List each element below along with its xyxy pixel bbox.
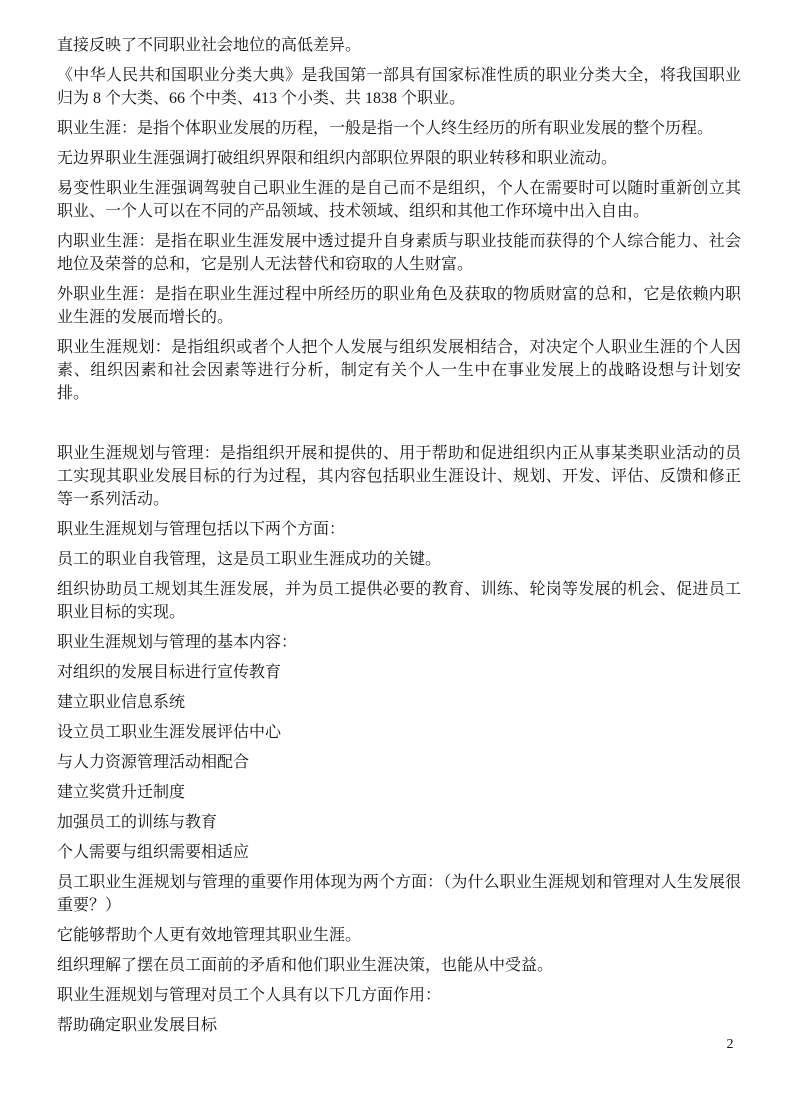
paragraph: 内职业生涯：是指在职业生涯发展中透过提升自身素质与职业技能而获得的个人综合能力、社会地位及荣誉的总和，它是别人无法替代和窃取的人生财富。	[57, 233, 741, 273]
paragraph: 对组织的发展目标进行宣传教育	[57, 664, 282, 681]
paragraph: 职业生涯规划与管理的基本内容：	[57, 634, 298, 651]
paragraph: 帮助确定职业发展目标	[57, 1017, 218, 1034]
paragraph: 建立奖赏升迁制度	[57, 784, 186, 801]
paragraph: 加强员工的训练与教育	[57, 814, 218, 831]
paragraph: 外职业生涯：是指在职业生涯过程中所经历的职业角色及获取的物质财富的总和，它是依赖内职业生涯的发展而增长的。	[57, 286, 741, 326]
paragraph: 职业生涯规划：是指组织或者个人把个人发展与组织发展相结合，对决定个人职业生涯的个人因素、组织因素和社会因素等进行分析，制定有关个人一生中在事业发展上的战略设想与计划安排。	[57, 339, 741, 402]
paragraph: 建立职业信息系统	[57, 694, 186, 711]
paragraph: 员工职业生涯规划与管理的重要作用体现为两个方面：（为什么职业生涯规划和管理对人生发展很重要？）	[57, 874, 741, 914]
document-body	[57, 34, 741, 1044]
paragraph: 职业生涯：是指个体职业发展的历程，一般是指一个人终生经历的所有职业发展的整个历程。	[57, 120, 714, 137]
page-number: 2	[726, 1037, 734, 1052]
paragraph: 职业生涯规划与管理包括以下两个方面：	[57, 521, 346, 538]
paragraph: 组织理解了摆在员工面前的矛盾和他们职业生涯决策，也能从中受益。	[57, 957, 554, 974]
paragraph: 组织协助员工规划其生涯发展，并为员工提供必要的教育、训练、轮岗等发展的机会、促进员工职业目标的实现。	[57, 581, 741, 621]
paragraph: 个人需要与组织需要相适应	[57, 844, 250, 861]
paragraph: 职业生涯规划与管理：是指组织开展和提供的、用于帮助和促进组织内正从事某类职业活动的员工实现其职业发展目标的行为过程，其内容包括职业生涯设计、规划、开发、评估、反馈和修正等一系列活动。	[57, 445, 741, 508]
paragraph: 无边界职业生涯强调打破组织界限和组织内部职位界限的职业转移和职业流动。	[57, 150, 618, 167]
paragraph: 《中华人民共和国职业分类大典》是我国第一部具有国家标准性质的职业分类大全，将我国职业归为 8 个大类、66 个中类、413 个小类、共 1838 个职业。	[57, 67, 741, 107]
paragraph: 员工的职业自我管理，这是员工职业生涯成功的关键。	[57, 551, 442, 568]
blank-line	[57, 412, 741, 435]
paragraph: 它能够帮助个人更有效地管理其职业生涯。	[57, 927, 362, 944]
paragraph: 设立员工职业生涯发展评估中心	[57, 724, 282, 741]
paragraph: 与人力资源管理活动相配合	[57, 754, 250, 771]
paragraph: 职业生涯规划与管理对员工个人具有以下几方面作用：	[57, 987, 442, 1004]
paragraph: 直接反映了不同职业社会地位的高低差异。	[57, 37, 362, 54]
paragraph: 易变性职业生涯强调驾驶自己职业生涯的是自己而不是组织，个人在需要时可以随时重新创立其职业、一个人可以在不同的产品领域、技术领域、组织和其他工作环境中出入自由。	[57, 180, 741, 220]
